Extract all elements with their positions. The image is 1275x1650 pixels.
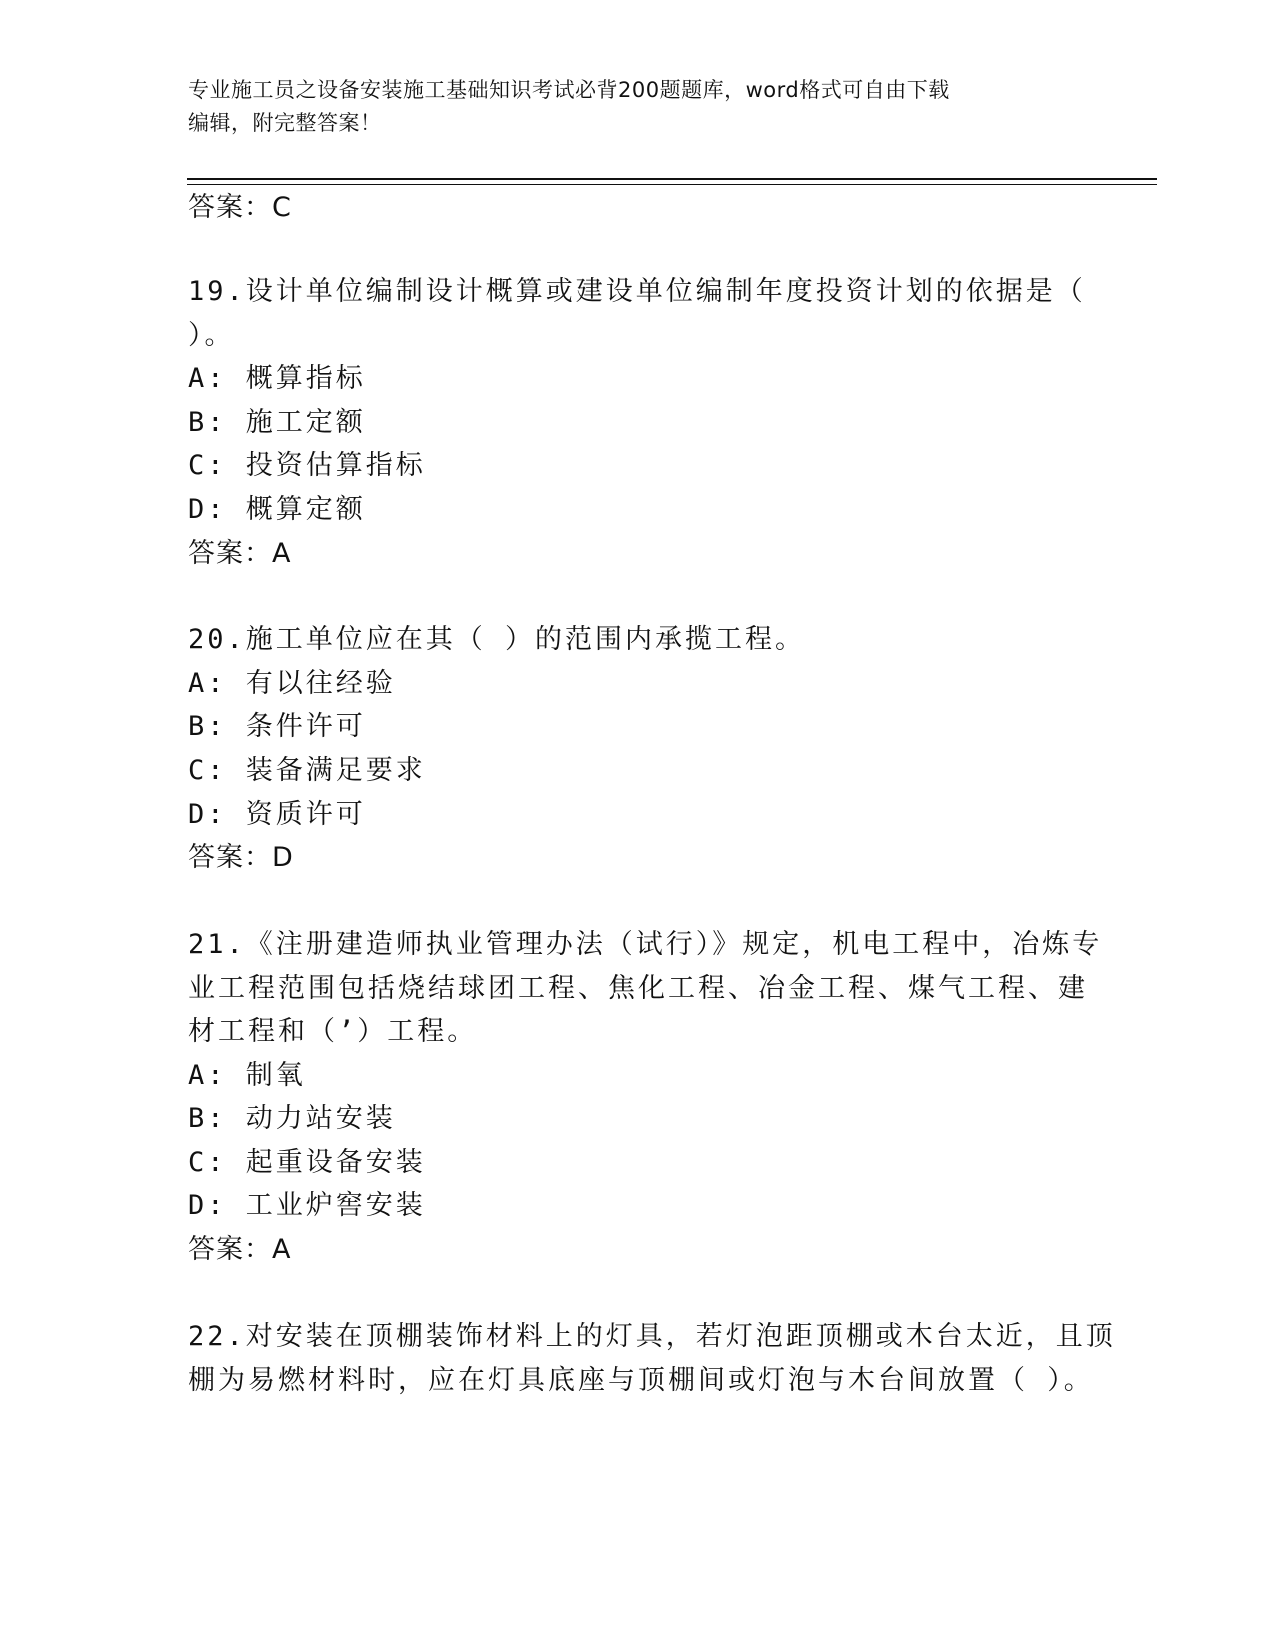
header-divider-thin xyxy=(187,184,1157,185)
question-19-text-1: 19.设计单位编制设计概算或建设单位编制年度投资计划的依据是（ xyxy=(188,276,1086,307)
question-19-option-c: C: 投资估算指标 xyxy=(188,450,426,481)
question-20-option-d: D: 资质许可 xyxy=(188,799,366,830)
answer-19: 答案：A xyxy=(188,538,292,569)
question-21-option-c: C: 起重设备安装 xyxy=(188,1147,426,1178)
question-20-option-c: C: 装备满足要求 xyxy=(188,755,426,786)
question-21-option-b: B: 动力站安装 xyxy=(188,1103,396,1134)
answer-20: 答案：D xyxy=(188,842,294,873)
question-19-text-2: ）。 xyxy=(188,320,235,351)
question-22-text-1: 22.对安装在顶棚装饰材料上的灯具，若灯泡距顶棚或木台太近，且顶 xyxy=(188,1321,1116,1352)
question-21-text-2: 业工程范围包括烧结球团工程、焦化工程、冶金工程、煤气工程、建 xyxy=(188,973,1088,1004)
question-19-option-a: A: 概算指标 xyxy=(188,363,366,394)
question-21-option-d: D: 工业炉窖安装 xyxy=(188,1190,426,1221)
question-21-text-3: 材工程和（’）工程。 xyxy=(188,1016,478,1047)
answer-18: 答案：C xyxy=(188,192,292,223)
question-20-option-a: A: 有以往经验 xyxy=(188,668,396,699)
document-header xyxy=(188,74,1088,140)
answer-21: 答案：A xyxy=(188,1234,292,1265)
question-22-text-2: 棚为易燃材料时，应在灯具底座与顶棚间或灯泡与木台间放置（ ）。 xyxy=(188,1365,1094,1396)
question-21-option-a: A: 制氧 xyxy=(188,1060,306,1091)
header-line-2: 编辑，附完整答案！ xyxy=(188,111,382,135)
question-19-option-b: B: 施工定额 xyxy=(188,407,366,438)
header-divider-thick xyxy=(187,178,1157,180)
question-20-option-b: B: 条件许可 xyxy=(188,711,366,742)
question-21-text-1: 21.《注册建造师执业管理办法（试行）》规定，机电工程中，冶炼专 xyxy=(188,929,1103,960)
question-20-text-1: 20.施工单位应在其（ ）的范围内承揽工程。 xyxy=(188,624,806,655)
question-19-option-d: D: 概算定额 xyxy=(188,494,366,525)
header-line-1: 专业施工员之设备安装施工基础知识考试必背200题题库，word格式可自由下载 xyxy=(188,78,950,102)
